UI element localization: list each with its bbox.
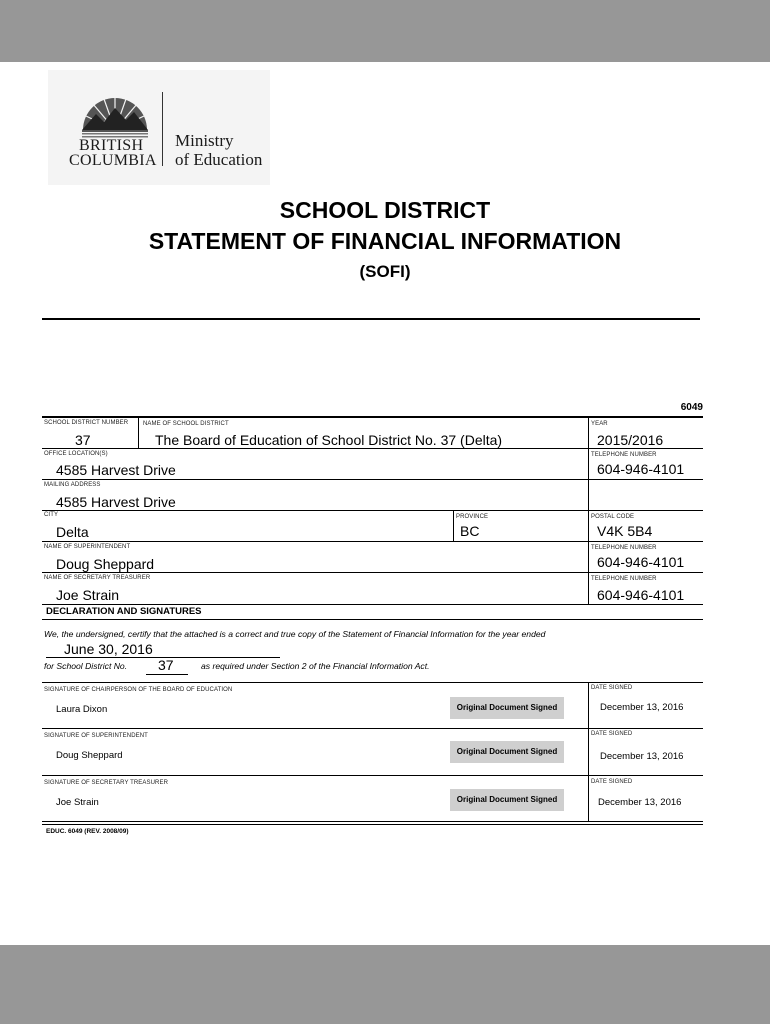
treasurer-phone-label: TELEPHONE NUMBER <box>591 576 657 582</box>
col-line <box>453 510 454 541</box>
sig-line <box>42 775 703 776</box>
treasurer-signed-stamp: Original Document Signed <box>450 789 564 811</box>
year-value: 2015/2016 <box>597 432 664 448</box>
row-line <box>42 604 703 605</box>
chair-date: December 13, 2016 <box>600 702 684 713</box>
sig-line <box>42 682 703 683</box>
row-line <box>42 572 703 573</box>
col-line <box>138 416 139 448</box>
office-phone-value: 604-946-4101 <box>597 461 685 477</box>
declaration-heading: DECLARATION AND SIGNATURES <box>46 606 202 617</box>
sig-line <box>42 824 703 825</box>
row-line <box>42 510 703 511</box>
superintendent-sig-label: SIGNATURE OF SUPERINTENDENT <box>44 733 148 739</box>
title-line-1: SCHOOL DISTRICT <box>279 197 491 223</box>
superintendent-value: Doug Sheppard <box>56 556 155 572</box>
postal-value: V4K 5B4 <box>597 523 653 539</box>
sig-col-line <box>588 682 589 821</box>
superintendent-sig-name: Doug Sheppard <box>56 750 123 761</box>
treasurer-date: December 13, 2016 <box>598 797 682 808</box>
bc-sun-mountains-icon <box>78 90 152 138</box>
chair-name: Laura Dixon <box>56 704 108 715</box>
sig-line <box>42 728 703 729</box>
treasurer-phone-value: 604-946-4101 <box>597 587 685 603</box>
sig-line <box>42 821 703 822</box>
office-phone-label: TELEPHONE NUMBER <box>591 452 657 458</box>
act-text: as required under Section 2 of the Financial Information Act. <box>201 661 430 671</box>
superintendent-phone-label: TELEPHONE NUMBER <box>591 545 657 551</box>
office-label: OFFICE LOCATION(S) <box>44 451 108 457</box>
treasurer-value: Joe Strain <box>56 587 120 603</box>
treasurer-sig-name: Joe Strain <box>56 797 99 808</box>
chair-signed-stamp: Original Document Signed <box>450 697 564 719</box>
chair-sig-label: SIGNATURE OF CHAIRPERSON OF THE BOARD OF EDUCATION <box>44 687 233 693</box>
top-toolbar-bar <box>0 0 770 62</box>
logo-british: BRITISH <box>79 137 144 154</box>
bottom-bar <box>0 945 770 1024</box>
year-label: YEAR <box>591 421 608 427</box>
title-line-2: STATEMENT OF FINANCIAL INFORMATION <box>148 228 622 254</box>
postal-label: POSTAL CODE <box>591 514 635 520</box>
logo-columbia: COLUMBIA <box>69 152 157 169</box>
logo-divider <box>162 92 163 166</box>
city-value: Delta <box>56 524 89 540</box>
superintendent-date-label: DATE SIGNED <box>591 731 633 737</box>
treasurer-date-label: DATE SIGNED <box>591 779 633 785</box>
treasurer-label: NAME OF SECRETARY TREASURER <box>44 575 151 581</box>
district-number-label: SCHOOL DISTRICT NUMBER <box>44 420 129 426</box>
row-line <box>42 479 703 480</box>
logo-of-education: of Education <box>175 150 263 169</box>
certify-text: We, the undersigned, certify that the attached is a correct and true copy of the Statement of Financial Information for the year ended <box>44 629 546 639</box>
superintendent-date: December 13, 2016 <box>600 751 684 762</box>
office-value: 4585 Harvest Drive <box>56 462 176 478</box>
superintendent-signed-stamp: Original Document Signed <box>450 741 564 763</box>
province-label: PROVINCE <box>456 514 489 520</box>
col-line <box>588 416 589 604</box>
mailing-label: MAILING ADDRESS <box>44 482 101 488</box>
treasurer-sig-label: SIGNATURE OF SECRETARY TREASURER <box>44 780 168 786</box>
row-line <box>42 619 703 620</box>
form-footer-code: EDUC. 6049 (REV. 2008/09) <box>46 828 129 835</box>
logo-ministry: Ministry <box>175 131 234 150</box>
form-number: 6049 <box>680 402 703 413</box>
province-value: BC <box>460 523 480 539</box>
district-no-underline <box>146 674 188 675</box>
district-number-value: 37 <box>75 432 91 448</box>
title-divider <box>42 318 700 320</box>
form-top-border <box>42 416 703 418</box>
superintendent-phone-value: 604-946-4101 <box>597 554 685 570</box>
year-ended-value: June 30, 2016 <box>64 641 153 657</box>
mailing-value: 4585 Harvest Drive <box>56 494 176 510</box>
for-district-text: for School District No. <box>44 661 128 671</box>
row-line <box>42 448 703 449</box>
row-line <box>42 541 703 542</box>
superintendent-label: NAME OF SUPERINTENDENT <box>44 544 131 550</box>
chair-date-label: DATE SIGNED <box>591 685 633 691</box>
district-name-label: NAME OF SCHOOL DISTRICT <box>143 421 229 427</box>
city-label: CITY <box>44 512 59 518</box>
district-no-value: 37 <box>158 657 174 673</box>
district-name-value: The Board of Education of School District No. 37 (Delta) <box>155 432 503 448</box>
title-line-3: (SOFI) <box>359 262 411 281</box>
